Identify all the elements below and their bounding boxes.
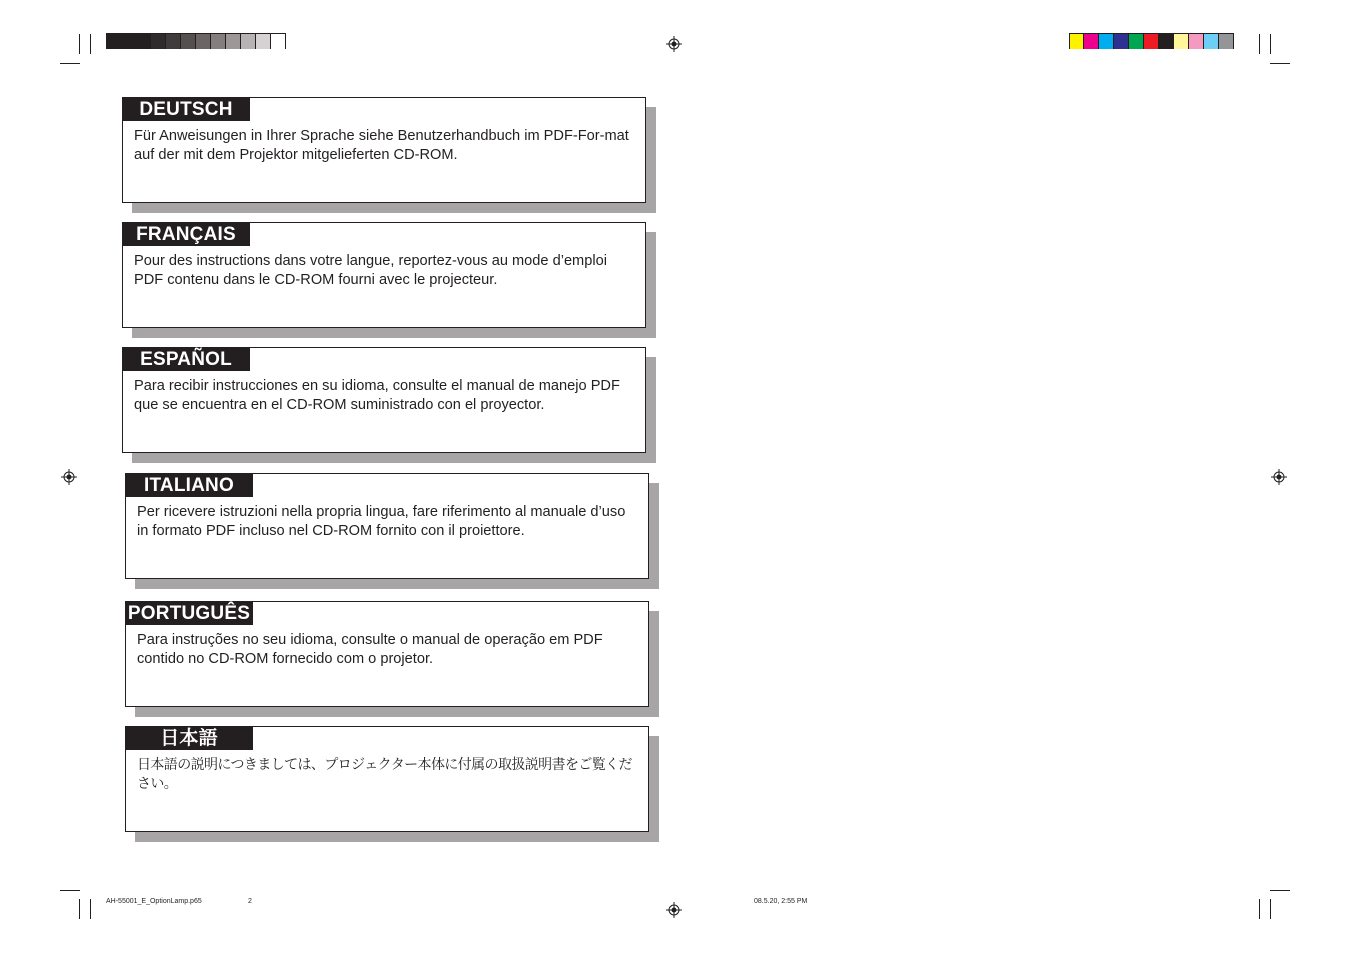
registration-mark-icon (666, 36, 682, 52)
swatch (136, 34, 151, 49)
swatch (211, 34, 226, 49)
swatch (1129, 34, 1144, 49)
language-title: 日本語 (125, 726, 253, 750)
swatch (1219, 34, 1234, 49)
crop-mark-br-v (1270, 899, 1271, 919)
swatch (166, 34, 181, 49)
swatch (181, 34, 196, 49)
language-instruction: Per ricevere istruzioni nella propria lingua, fare riferimento al manuale d’uso in formato PDF incluso nel CD-ROM fornito con il proiettore. (137, 504, 626, 539)
crop-mark-tr-v2 (1259, 34, 1260, 54)
crop-mark-tl-v (79, 34, 80, 54)
registration-mark-icon (61, 469, 77, 485)
swatch (1114, 34, 1129, 49)
language-title: PORTUGUÊS (125, 601, 253, 625)
language-instruction: Para instruções no seu idioma, consulte o manual de operação em PDF contido no CD-ROM fornecido com o projetor. (137, 632, 603, 667)
footer-page-number: 2 (248, 898, 252, 905)
swatch (271, 34, 286, 49)
color-bar (1069, 33, 1234, 49)
language-title: FRANÇAIS (122, 222, 250, 246)
swatch (121, 34, 136, 49)
crop-mark-bl-h (60, 890, 80, 891)
swatch (106, 34, 121, 49)
swatch (256, 34, 271, 49)
swatch (226, 34, 241, 49)
crop-mark-bl-v (79, 899, 80, 919)
footer-timestamp: 08.5.20, 2:55 PM (754, 898, 808, 905)
language-instruction: Para recibir instrucciones en su idioma, consulte el manual de manejo PDF que se encuentra en el CD-ROM suministrado con el proyector. (134, 378, 620, 413)
crop-mark-br-v2 (1259, 899, 1260, 919)
language-title: ITALIANO (125, 473, 253, 497)
crop-mark-tl-v2 (90, 34, 91, 54)
swatch (1159, 34, 1174, 49)
crop-mark-tr-h (1270, 63, 1290, 64)
swatch (196, 34, 211, 49)
language-instruction: Für Anweisungen in Ihrer Sprache siehe Benutzerhandbuch im PDF-For-mat auf der mit dem Projektor mitgelieferten CD-ROM. (134, 128, 629, 163)
swatch (1084, 34, 1099, 49)
crop-mark-bl-v2 (90, 899, 91, 919)
crop-mark-br-h (1270, 890, 1290, 891)
crop-mark-tl-h (60, 63, 80, 64)
language-title: ESPAÑOL (122, 347, 250, 371)
swatch (151, 34, 166, 49)
registration-mark-icon (1271, 469, 1287, 485)
language-box-francais (122, 222, 646, 328)
swatch (1069, 34, 1084, 49)
swatch (1189, 34, 1204, 49)
language-box-japanese (125, 726, 649, 832)
crop-mark-tr-v (1270, 34, 1271, 54)
registration-mark-icon (666, 902, 682, 918)
swatch (1174, 34, 1189, 49)
language-box-italiano (125, 473, 649, 579)
language-instruction: Pour des instructions dans votre langue, reportez-vous au mode d’emploi PDF contenu dans le CD-ROM fourni avec le projecteur. (134, 253, 607, 288)
language-title: DEUTSCH (122, 97, 250, 121)
gray-scale-bar (106, 33, 286, 49)
language-box-portugues (125, 601, 649, 707)
swatch (1144, 34, 1159, 49)
footer-filename: AH-55001_E_OptionLamp.p65 (106, 898, 202, 905)
language-box-deutsch (122, 97, 646, 203)
swatch (1099, 34, 1114, 49)
swatch (241, 34, 256, 49)
language-instruction: 日本語の説明につきましては、プロジェクター本体に付属の取扱説明書をご覧ください。 (137, 757, 632, 792)
language-box-espanol (122, 347, 646, 453)
swatch (1204, 34, 1219, 49)
